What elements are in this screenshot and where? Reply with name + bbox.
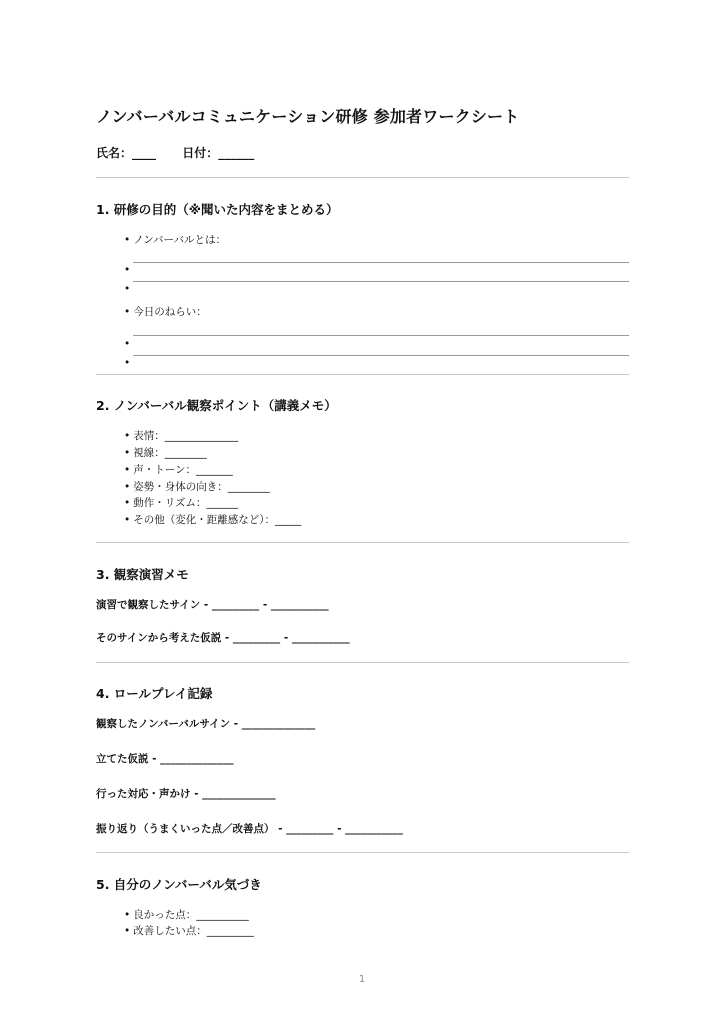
bullet-today: • 今日のねらい： xyxy=(124,304,207,319)
observation-point: • 動作・リズム：______ xyxy=(124,495,238,510)
bullet-blank xyxy=(124,338,133,350)
observation-point: • 表情：______________ xyxy=(124,428,238,443)
section-divider xyxy=(96,542,629,543)
roleplay-line: 行った対応・声かけ - ______________ xyxy=(96,788,276,800)
exercise-line: そのサインから考えた仮説 - _________ - ___________ xyxy=(96,632,350,644)
answer-line xyxy=(133,335,629,336)
section2-heading: 2. ノンバーバル観察ポイント（講義メモ） xyxy=(96,398,337,413)
name-field: 氏名：____ xyxy=(96,146,157,160)
self-awareness-item: • 良かった点：__________ xyxy=(124,907,249,922)
section5-heading: 5. 自分のノンバーバル気づき xyxy=(96,877,262,892)
roleplay-line: 振り返り（うまくいった点／改善点） - _________ - ___________ xyxy=(96,823,403,835)
section4-heading: 4. ロールプレイ記録 xyxy=(96,686,213,701)
observation-point: • 視線：________ xyxy=(124,445,207,460)
section-divider xyxy=(96,177,629,178)
page-title: ノンバーバルコミュニケーション研修 参加者ワークシート xyxy=(96,107,520,126)
bullet-blank xyxy=(124,264,133,276)
section3-heading: 3. 観察演習メモ xyxy=(96,567,189,582)
observation-point: • 声・トーン：_______ xyxy=(124,462,233,477)
observation-point: • 姿勢・身体の向き：________ xyxy=(124,479,270,494)
bullet-nonverbal: • ノンバーバルとは： xyxy=(124,232,226,247)
exercise-line: 演習で観察したサイン - _________ - ___________ xyxy=(96,599,329,611)
answer-line xyxy=(133,262,629,263)
section-divider xyxy=(96,852,629,853)
section1-heading: 1. 研修の目的（※聞いた内容をまとめる） xyxy=(96,202,339,217)
self-awareness-item: • 改善したい点：_________ xyxy=(124,923,254,938)
answer-line xyxy=(133,355,629,356)
roleplay-line: 観察したノンバーバルサイン - ______________ xyxy=(96,718,316,730)
date-field: 日付：______ xyxy=(182,146,255,160)
participant-info xyxy=(96,144,276,161)
bullet-blank xyxy=(124,283,133,295)
section-divider xyxy=(96,662,629,663)
observation-point: • その他（変化・距離感など）：_____ xyxy=(124,512,301,527)
answer-line xyxy=(133,281,629,282)
section-divider xyxy=(96,374,629,375)
page-number: 1 xyxy=(358,974,366,985)
roleplay-line: 立てた仮説 - ______________ xyxy=(96,753,234,765)
bullet-blank xyxy=(124,357,133,369)
